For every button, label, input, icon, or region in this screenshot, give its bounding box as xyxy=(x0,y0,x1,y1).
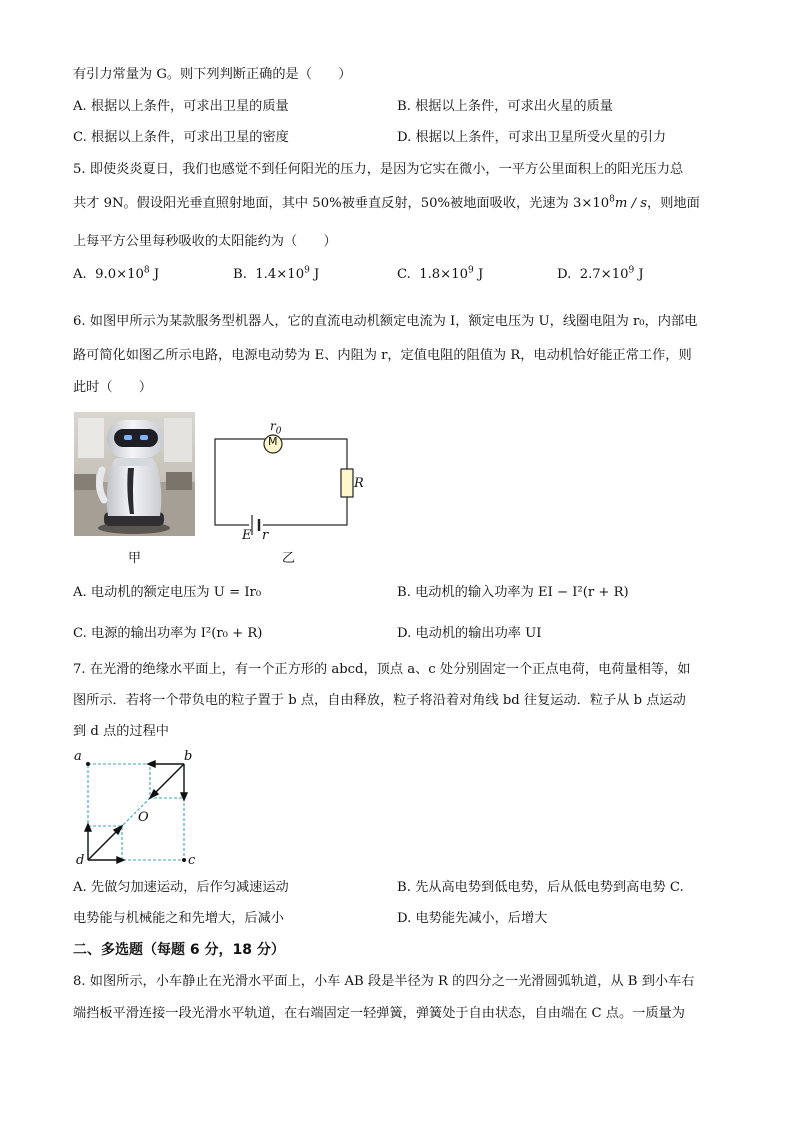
q5-stem-line3: 上每平方公里每秒吸收的太阳能约为（ ） xyxy=(73,234,337,249)
q6-stem-line3: 此时（ ） xyxy=(73,380,153,395)
q5-option-c-base: 1.8×10 xyxy=(419,267,469,282)
q5-option-b-exp: 9 xyxy=(304,265,310,276)
q5-option-c xyxy=(397,265,483,285)
vertex-c-charge xyxy=(182,858,186,862)
q5-stem-line2-text: 共才 9N。假设阳光垂直照射地面，其中 50%被垂直反射，50%被地面吸收，光速为 xyxy=(73,196,573,211)
q4-option-c: C. 根据以上条件，可求出卫星的密度 xyxy=(73,130,289,145)
q7-stem-line3: 到 d 点的过程中 xyxy=(73,724,169,739)
vertex-c-label: c xyxy=(188,853,196,868)
figure-yi-caption: 乙 xyxy=(282,551,296,566)
circuit-diagram xyxy=(205,415,365,545)
q7-option-d: D. 电势能先减小，后增大 xyxy=(397,911,548,926)
square-charge-diagram xyxy=(70,750,200,875)
q8-stem-line2: 端挡板平滑连接一段光滑水平轨道，在右端固定一轻弹簧，弹簧处于自由状态，自由端在 C 点。一质量为 xyxy=(73,1006,685,1021)
q4-option-d: D. 根据以上条件，可求出卫星所受火星的引力 xyxy=(397,130,667,145)
resistor-symbol xyxy=(341,469,353,497)
q5-stem-line2-end: ，则地面 xyxy=(647,196,700,211)
motor-label: M xyxy=(268,435,278,448)
light-speed-exponent: 8 xyxy=(609,194,615,205)
q6-option-d: D. 电动机的输出功率 UI xyxy=(397,626,542,641)
coil-resistance-symbol: r xyxy=(270,419,276,433)
q5-option-c-unit: J xyxy=(473,267,484,282)
q5-option-d-exp: 9 xyxy=(628,265,635,276)
q5-option-b-unit: J xyxy=(309,267,320,282)
internal-resistance-label: r xyxy=(262,528,269,543)
center-o-label: O xyxy=(138,810,149,825)
q5-option-b-label: B. xyxy=(233,267,247,282)
q7-option-b: B. 先从高电势到低电势，后从低电势到高电势 C. xyxy=(397,880,684,895)
vertex-a-label: a xyxy=(74,749,82,764)
q6-option-a: A. 电动机的额定电压为 U = Ir₀ xyxy=(73,585,262,600)
q4-option-b: B. 根据以上条件，可求出火星的质量 xyxy=(397,99,613,114)
q5-stem-line1: 5. 即使炎炎夏日，我们也感觉不到任何阳光的压力，是因为它实在微小，一平方公里面积上的阳光压力总 xyxy=(73,162,684,177)
q5-stem-line2 xyxy=(73,194,700,214)
figure-jia-caption: 甲 xyxy=(128,551,142,566)
q6-stem-line1: 6. 如图甲所示为某款服务型机器人，它的直流电动机额定电流为 I，额定电压为 U，线圈电阻为 r₀，内部电 xyxy=(73,314,698,329)
resistor-label: R xyxy=(354,476,364,491)
vertex-a-charge xyxy=(86,762,90,766)
q5-option-d xyxy=(557,265,644,285)
q5-option-a-label: A. xyxy=(73,267,87,282)
q8-stem-line1: 8. 如图所示，小车静止在光滑水平面上，小车 AB 段是半径为 R 的四分之一光滑圆弧轨道，从 B 到小车右 xyxy=(73,974,695,989)
robot-photo xyxy=(74,412,195,536)
q7-option-c-continued: 电势能与机械能之和先增大，后减小 xyxy=(73,911,284,926)
q7-option-a: A. 先做匀加速运动，后作匀减速运动 xyxy=(73,880,289,895)
q5-option-a xyxy=(73,265,159,285)
coil-resistance-sub: 0 xyxy=(275,426,282,437)
q5-option-b xyxy=(233,265,319,285)
q4-stem-tail: 有引力常量为 G。则下列判断正确的是（ ） xyxy=(73,67,352,82)
q5-option-d-unit: J xyxy=(634,267,644,282)
q5-option-c-exp: 9 xyxy=(468,265,474,276)
robot-illustration xyxy=(74,412,195,536)
q7-stem-line2: 图所示．若将一个带负电的粒子置于 b 点，自由释放，粒子将沿着对角线 bd 往复运动．粒子从 b 点运动 xyxy=(73,693,686,708)
circuit-wire xyxy=(215,439,347,525)
q5-option-a-exp: 8 xyxy=(143,265,150,276)
q5-option-d-label: D. xyxy=(557,267,572,282)
q6-stem-line2: 路可简化如图乙所示电路，电源电动势为 E、内阻为 r，定值电阻的阻值为 R，电动机恰好能正常工作，则 xyxy=(73,348,692,363)
q5-option-b-base: 1.4×10 xyxy=(255,267,305,282)
q5-option-a-unit: J xyxy=(149,267,160,282)
q5-option-c-label: C. xyxy=(397,267,411,282)
q5-option-a-base: 9.0×10 xyxy=(95,267,144,282)
coil-resistance-label xyxy=(270,419,282,437)
q4-option-a: A. 根据以上条件，可求出卫星的质量 xyxy=(73,99,289,114)
vertex-b-label: b xyxy=(184,749,193,764)
section-multiple-choice-heading: 二、多选题（每题 6 分，18 分） xyxy=(73,942,285,958)
vertex-d-label: d xyxy=(76,853,85,868)
light-speed-unit: m / s xyxy=(614,196,648,211)
q6-option-b: B. 电动机的输入功率为 EI − I²(r + R) xyxy=(397,585,629,600)
q7-stem-line1: 7. 在光滑的绝缘水平面上，有一个正方形的 abcd，顶点 a、c 处分别固定一个正点电荷，电荷量相等，如 xyxy=(73,662,691,677)
q6-option-c: C. 电源的输出功率为 I²(r₀ + R) xyxy=(73,626,263,641)
light-speed-base: 3×10 xyxy=(572,196,610,211)
q5-option-d-base: 2.7×10 xyxy=(579,267,629,282)
emf-label: E xyxy=(242,528,252,543)
